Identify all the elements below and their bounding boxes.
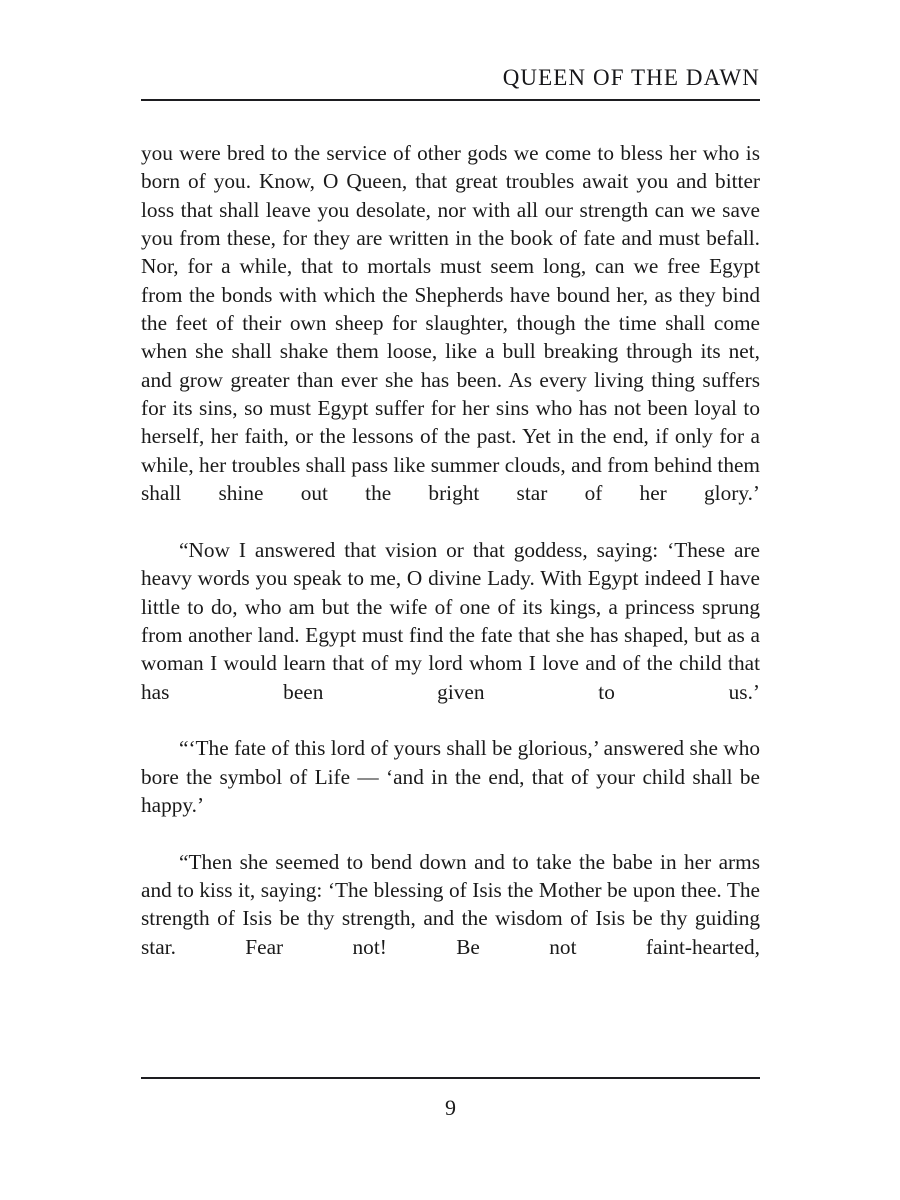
- paragraph: you were bred to the service of other gods we come to bless her who is born of you. Know, O Queen, that great troubles await you and bitter loss that shall leave you desolate, nor with all our strength can we save you from these, for they are written in the book of fate and must befall. Nor, for a while, that to mortals must seem long, can we free Egypt from the bonds with which the Shepherds have bound her, as they bind the feet of their own sheep for slaughter, though the time shall come when she shall shake them loose, like a bull breaking through its net, and grow greater than ever she has been. As every living thing suffers for its sins, so must Egypt suffer for her sins who has not been loyal to herself, her faith, or the lessons of the past. Yet in the end, if only for a while, her troubles shall pass like summer clouds, and from behind them shall shine out the bright star of her glory.’: [141, 141, 760, 506]
- header-rule: [141, 99, 760, 101]
- paragraph: “‘The fate of this lord of yours shall be glorious,’ answered she who bore the symbol of Life — ‘and in the end, that of your child shall be happy.’: [141, 736, 760, 817]
- paragraph: “Now I answered that vision or that goddess, saying: ‘These are heavy words you speak to me, O divine Lady. With Egypt indeed I have little to do, who am but the wife of one of its kings, a princess sprung from another land. Egypt must find the fate that she has shaped, but as a woman I would learn that of my lord whom I love and of the child that has been given to us.’: [141, 537, 760, 704]
- page-number: 9: [445, 1095, 456, 1120]
- footer-rule: [141, 1077, 760, 1079]
- running-head: QUEEN OF THE DAWN: [502, 65, 760, 90]
- paragraph: “Then she seemed to bend down and to take the babe in her arms and to kiss it, saying: ‘The blessing of Isis the Mother be upon thee. The strength of Isis be thy strength, and the wisdom of Isis be thy guiding star. Fear not! Be not faint-hearted,: [141, 849, 760, 959]
- body-text-block: [141, 139, 760, 989]
